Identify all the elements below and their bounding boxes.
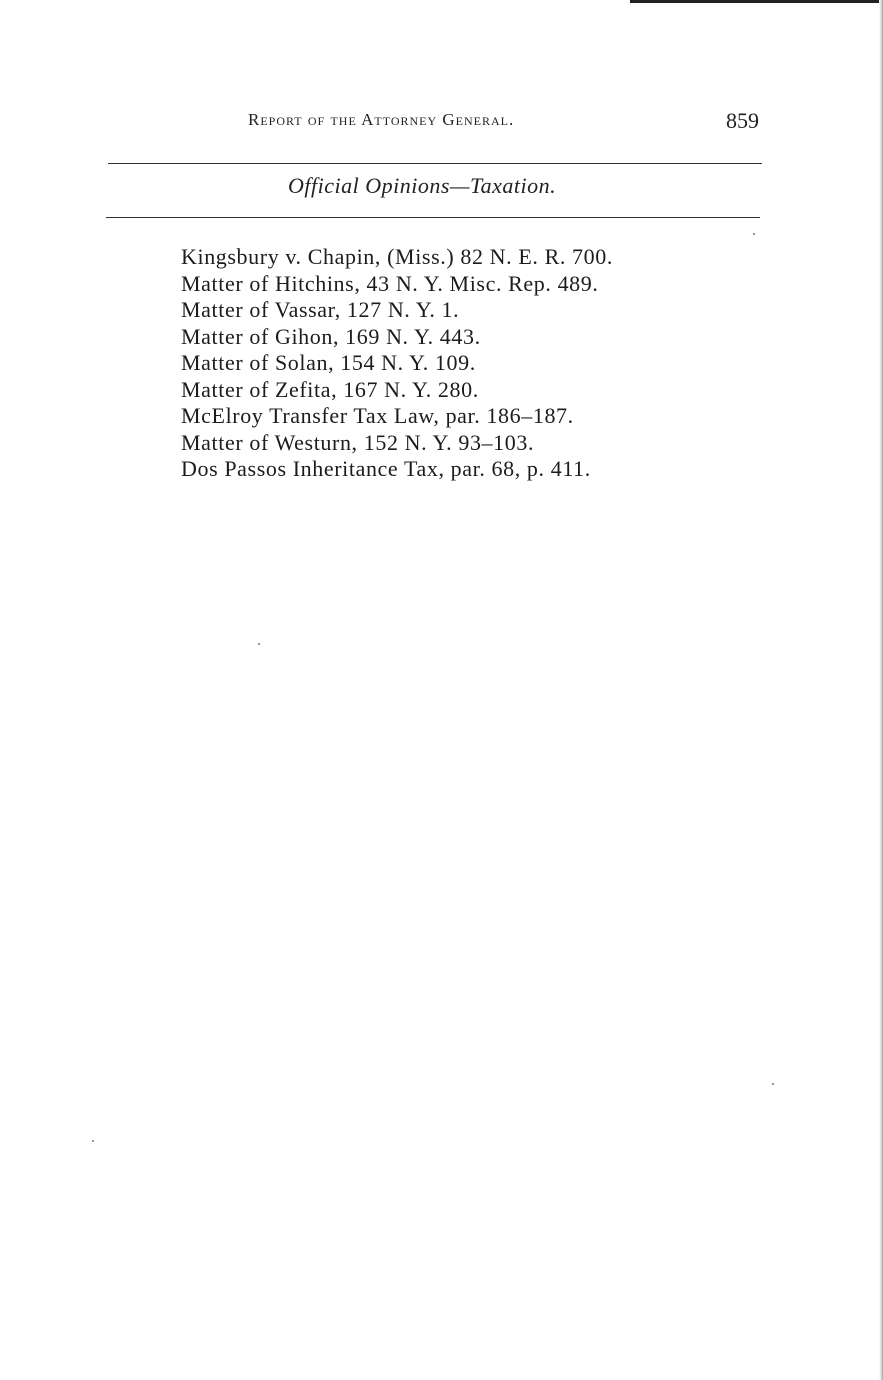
citation-item: Dos Passos Inheritance Tax, par. 68, p. 411. (181, 456, 591, 481)
running-head: Report of the Attorney General. (248, 110, 515, 129)
citation-item: Matter of Solan, 154 N. Y. 109. (181, 350, 476, 375)
citation-item: Matter of Westurn, 152 N. Y. 93–103. (181, 429, 535, 455)
scan-speck (92, 1140, 94, 1142)
citation-item: Matter of Vassar, 127 N. Y. 1. (181, 297, 460, 322)
section-title: Official Opinions—Taxation. (288, 173, 557, 198)
scan-speck (258, 643, 260, 645)
citation-item: McElroy Transfer Tax Law, par. 186–187. (181, 403, 574, 428)
citation-item: Matter of Hitchins, 43 N. Y. Misc. Rep. 489. (181, 270, 599, 296)
page-number: 859 (726, 108, 759, 133)
scan-edge-top (630, 0, 883, 3)
scan-speck (753, 233, 755, 235)
citation-item: Matter of Zefita, 167 N. Y. 280. (181, 376, 479, 402)
header-rule-bottom (106, 217, 760, 218)
citation-list (181, 244, 613, 483)
citation-item: Kingsbury v. Chapin, (Miss.) 82 N. E. R. 700. (181, 244, 613, 269)
scan-edge-right (879, 0, 883, 1380)
scan-speck (772, 1083, 774, 1085)
citation-item: Matter of Gihon, 169 N. Y. 443. (181, 323, 481, 349)
header-rule-top (108, 163, 762, 164)
